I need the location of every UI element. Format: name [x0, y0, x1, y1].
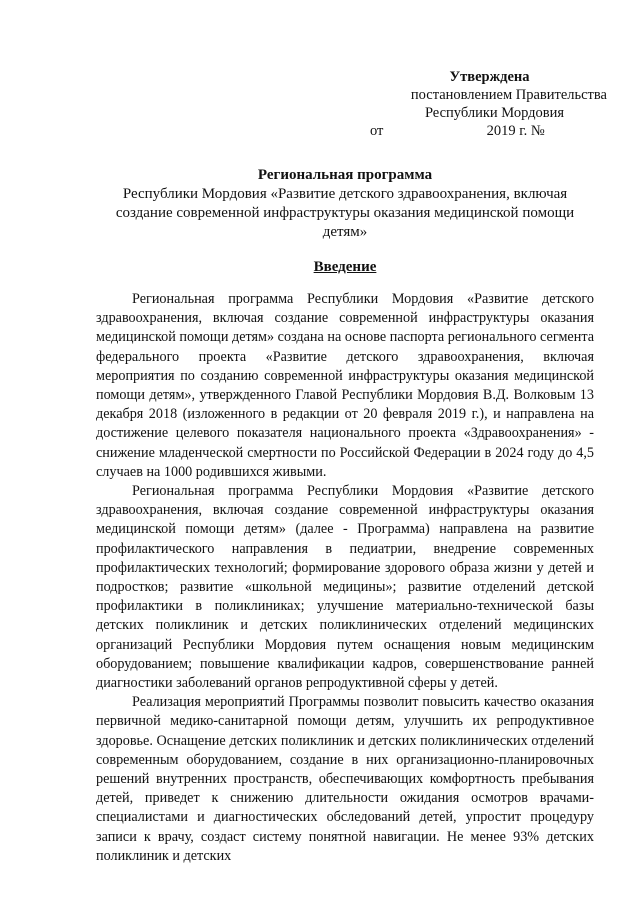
approval-line-republic: Республики Мордовия — [424, 105, 565, 121]
approval-date-prefix: от — [370, 123, 384, 139]
intro-paragraph-3: Реализация мероприятий Программы позволит повысить качество оказания первичной медико-санитарной помощи детям, улучшить их репродуктивное здоровье. Оснащение детских поликлиник и детских поликлинических отделений современным оборудованием, создание в них организационно-планировочных решений внутренних пространств, обеспечивающих комфортность пребывания детей, приведет к снижению длительности ожидания осмотров врачами-специалистами и диагностических обследований детей, упростит процедуру записи к врачу, создаст систему понятной навигации. Не менее 93% детских поликлиник и детских — [96, 694, 594, 864]
intro-paragraph-1: Региональная программа Республики Мордовия «Развитие детского здравоохранения, включая создание современной инфраструктуры оказания медицинской помощи детям» создана на основе паспорта регионального сегмента федерального проекта «Развитие детского здравоохранения, включая мероприятия по созданию современной инфраструктуры оказания медицинской помощи детям», утвержденного Главой Республики Мордовия В.Д. Волковым 13 декабря 2018 (изложенного в редакции от 20 февраля 2019 г.), и направлена на достижение целевого показателя национального проекта «Здравоохранения» - снижение младенческой смертности по Российской Федерации в 2024 году до 4,5 случаев на 1000 родившихся живыми. — [96, 291, 594, 480]
approval-date-line — [362, 122, 607, 140]
intro-body — [96, 290, 594, 866]
program-title-bold: Региональная программа — [257, 167, 433, 183]
intro-paragraph-2: Региональная программа Республики Мордовия «Развитие детского здравоохранения, включая создание современной инфраструктуры оказания медицинской помощи детям» (далее - Программа) направлена на развитие профилактического направления в педиатрии, внедрение современных профилактических технологий; формирование здорового образа жизни у детей и подростков; развитие «школьной медицины»; развитие отделений детской профилактики в поликлиниках; улучшение материально-технической базы детских поликлиник и детских поликлинических отделений медицинских организаций Республики Мордовия путем оснащения новым медицинским оборудованием; повышение квалификации кадров, совершенствование ранней диагностики заболеваний органов репродуктивной сферы у детей. — [96, 483, 594, 692]
approval-line-decree: постановлением Правительства — [410, 87, 607, 103]
approval-block — [362, 68, 607, 140]
program-title — [100, 166, 590, 242]
intro-heading: Введение — [313, 259, 377, 275]
approval-date-suffix: 2019 г. № — [486, 123, 545, 139]
program-title-text: Республики Мордовия «Развитие детского здравоохранения, включая создание современной инфраструктуры оказания медицинской помощи детям» — [115, 186, 575, 240]
approval-title: Утверждена — [449, 69, 530, 85]
